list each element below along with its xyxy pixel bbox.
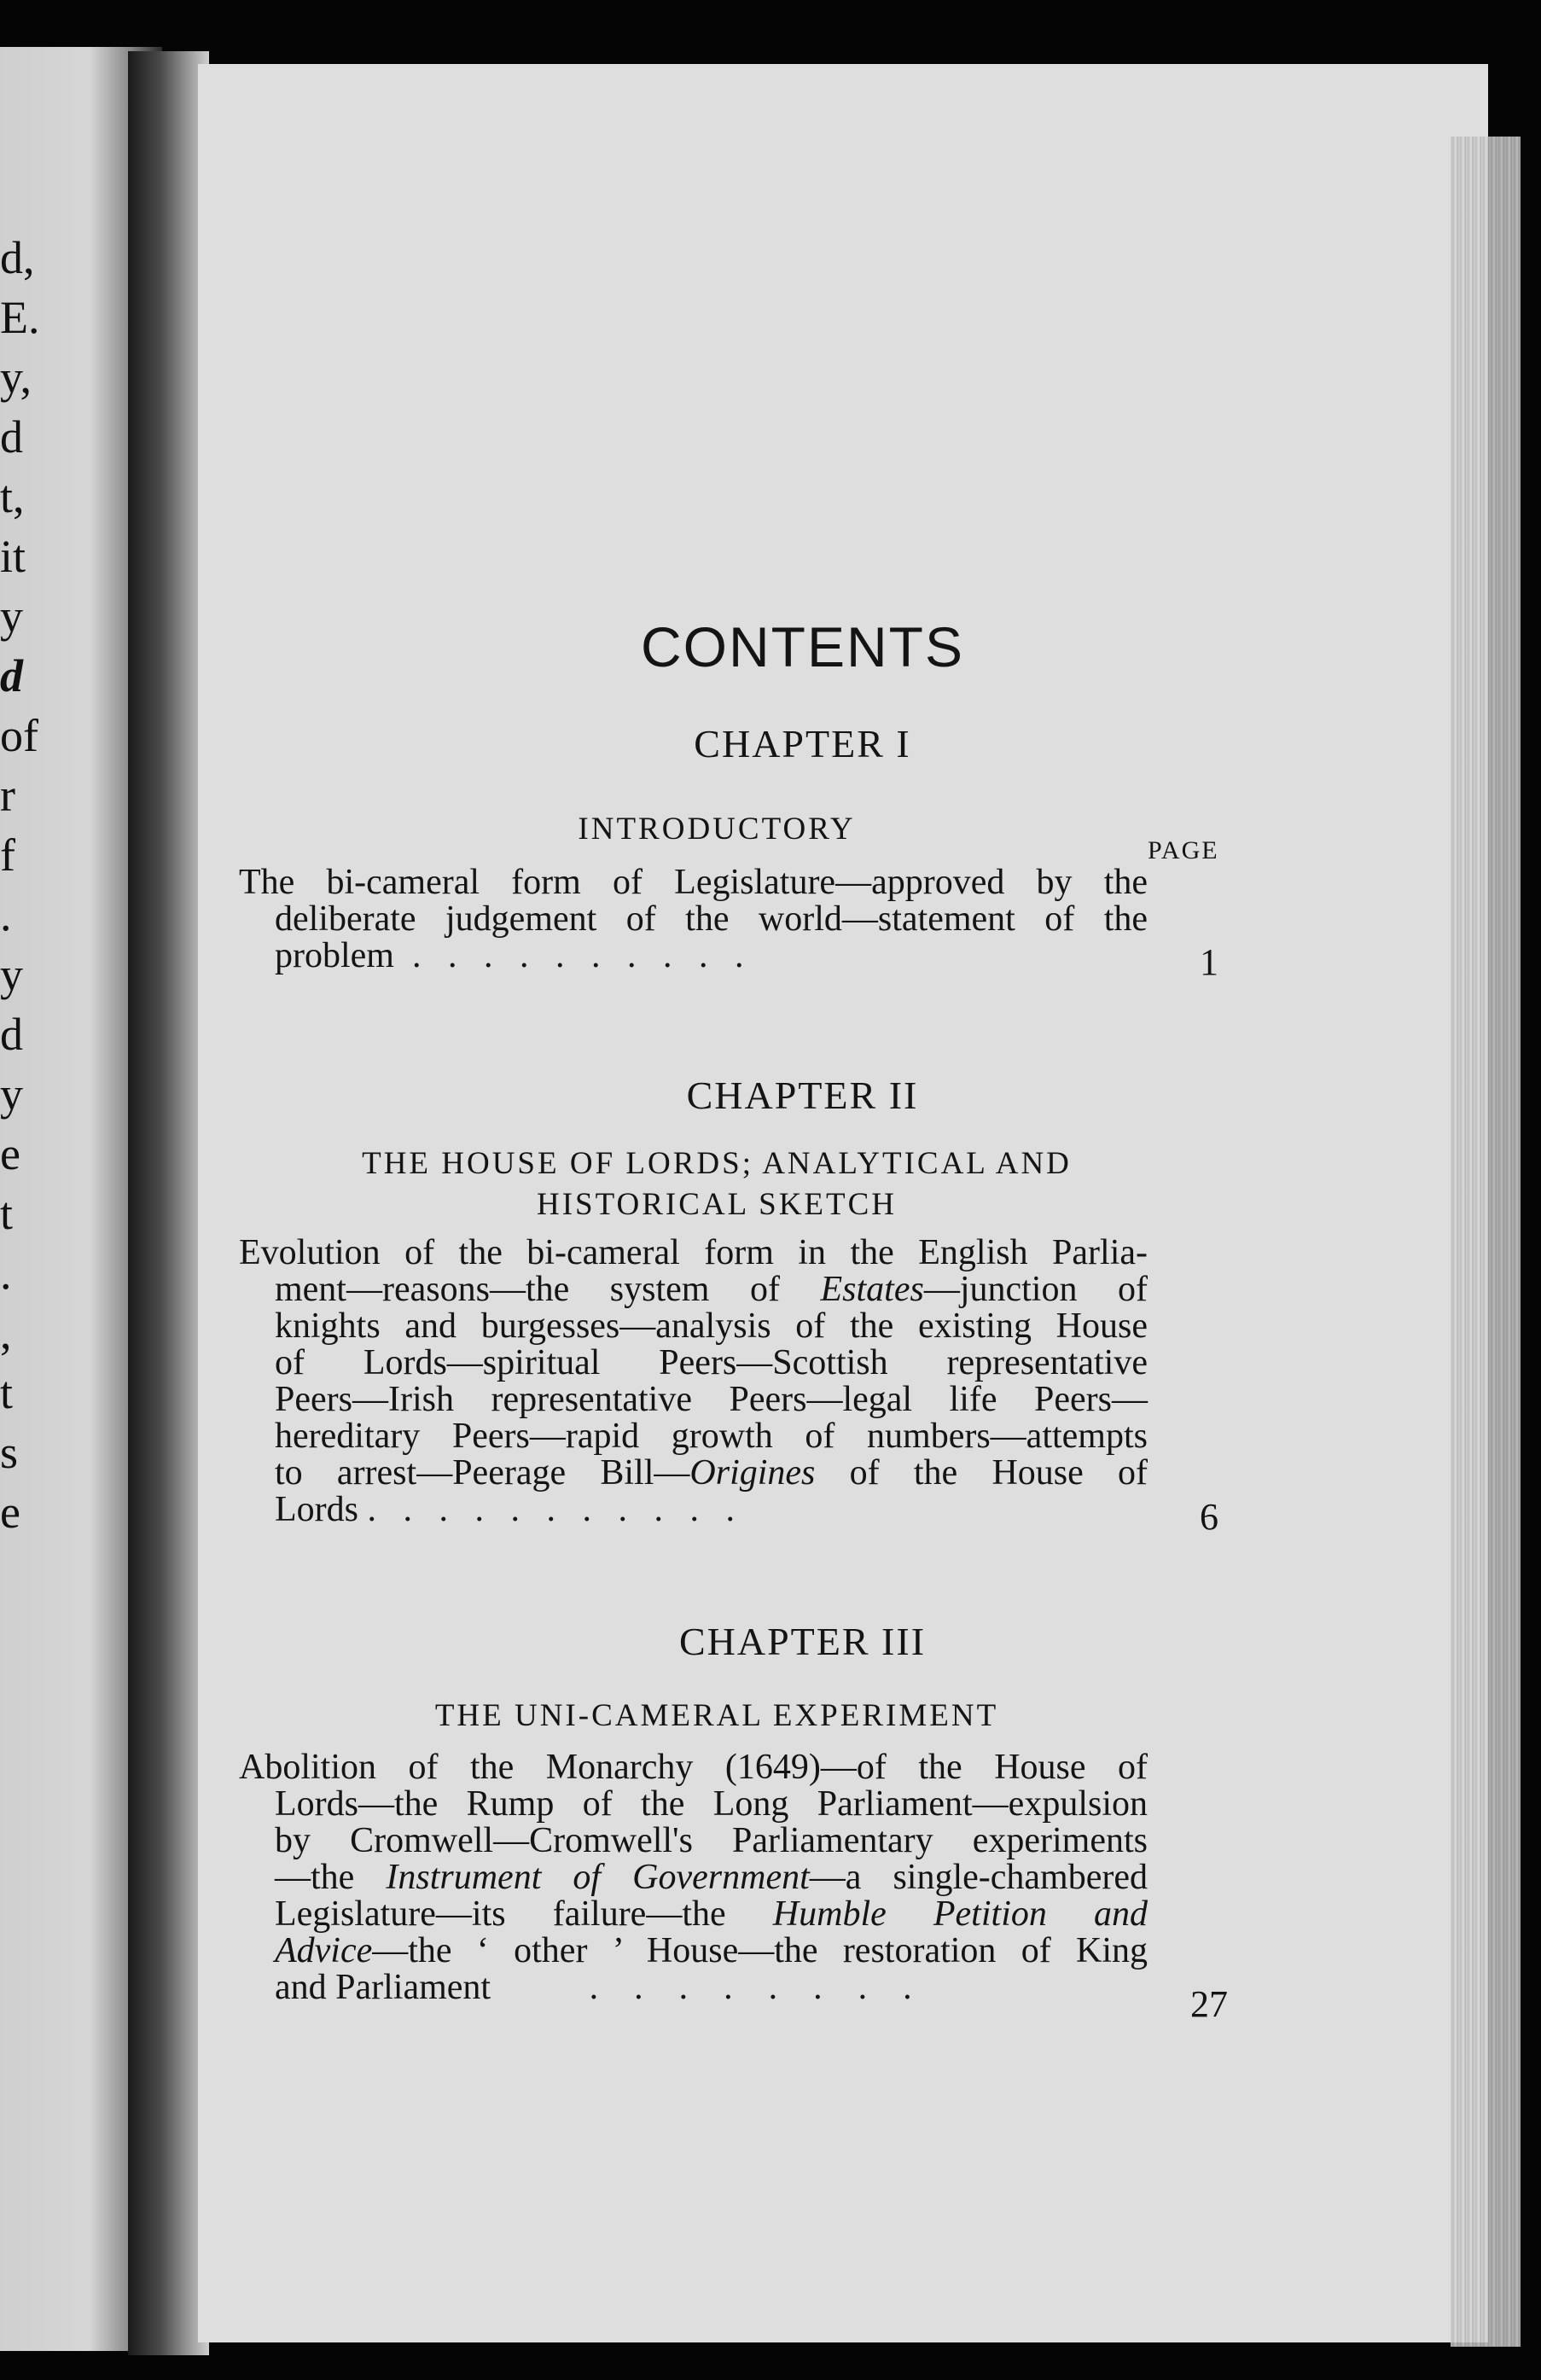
left-page-fragment: e (0, 1487, 20, 1538)
left-page-fragment: s (0, 1427, 19, 1478)
chapter-title: INTRODUCTORY (578, 812, 856, 847)
left-page-fragment: d (0, 650, 23, 701)
page-number: 27 (1190, 1983, 1228, 2025)
left-page-fragment: . (0, 1248, 12, 1299)
left-page-fragment: e (0, 1128, 20, 1179)
left-page-fragment: of (0, 710, 38, 761)
left-page-fragment: t (0, 1188, 14, 1239)
left-page-fragment: y, (0, 352, 32, 403)
chapter-heading: CHAPTER I (694, 722, 911, 765)
chapter-summary: Evolution of the bi-cameral form in the English Parlia- ment—reasons—the system of Estates—junction of knights and burgesses—analysis of the existing House of Lords—spiritual Peers—Scottish representative Peers—Irish representative Peers—legal life Peers— hereditary Peers—rapid growth of numbers—attempts to arrest—Peerage Bill—Origines of the House of Lords . . . . . . . . . . . (239, 1233, 1148, 1529)
chapter-title: THE UNI-CAMERAL EXPERIMENT (434, 1698, 999, 1733)
left-page-fragment: t (0, 1367, 14, 1418)
chapter-heading: CHAPTER II (686, 1074, 919, 1117)
chapter-heading: CHAPTER III (678, 1620, 927, 1663)
page-column-header: PAGE (1148, 836, 1219, 864)
left-page-fragment: f (0, 829, 15, 881)
page-number: 1 (1200, 941, 1218, 983)
left-page-fragment: it (0, 531, 26, 582)
left-page-fragment: r (0, 770, 15, 821)
left-page-fragment: t, (0, 471, 25, 522)
left-page-fragment: d (0, 411, 23, 463)
chapter-title: THE HOUSE OF LORDS; ANALYTICAL AND HISTORICAL SKETCH (362, 1146, 1072, 1222)
page-edges (1451, 137, 1521, 2347)
book-gutter (128, 51, 209, 2355)
left-page-fragment: E. (0, 292, 40, 343)
chapter-summary: The bi-cameral form of Legislature—approved by the deliberate judgement of the world—statement of the problem . . . . . . . . . . (239, 863, 1148, 975)
left-page-fragment: . (0, 889, 12, 940)
left-page-fragment: d (0, 1009, 23, 1060)
left-page-fragment: y (0, 1068, 23, 1120)
left-page-fragment: d, (0, 232, 35, 283)
left-page-fragment: y (0, 949, 23, 1000)
left-page-fragment: y (0, 591, 23, 642)
page-number: 6 (1200, 1496, 1218, 1538)
contents-title: CONTENTS (641, 615, 964, 678)
left-page-fragment: , (0, 1307, 12, 1359)
chapter-summary: Abolition of the Monarchy (1649)—of the House of Lords—the Rump of the Long Parliament—expulsion by Cromwell—Cromwell's Parliamentary experiments —the Instrument of Government—a single-chambered Legislature—its failure—the Humble Petition and Advice—the ‘ other ’ House—the restoration of King and Parliament . . . . . . . . (239, 1748, 1148, 2007)
